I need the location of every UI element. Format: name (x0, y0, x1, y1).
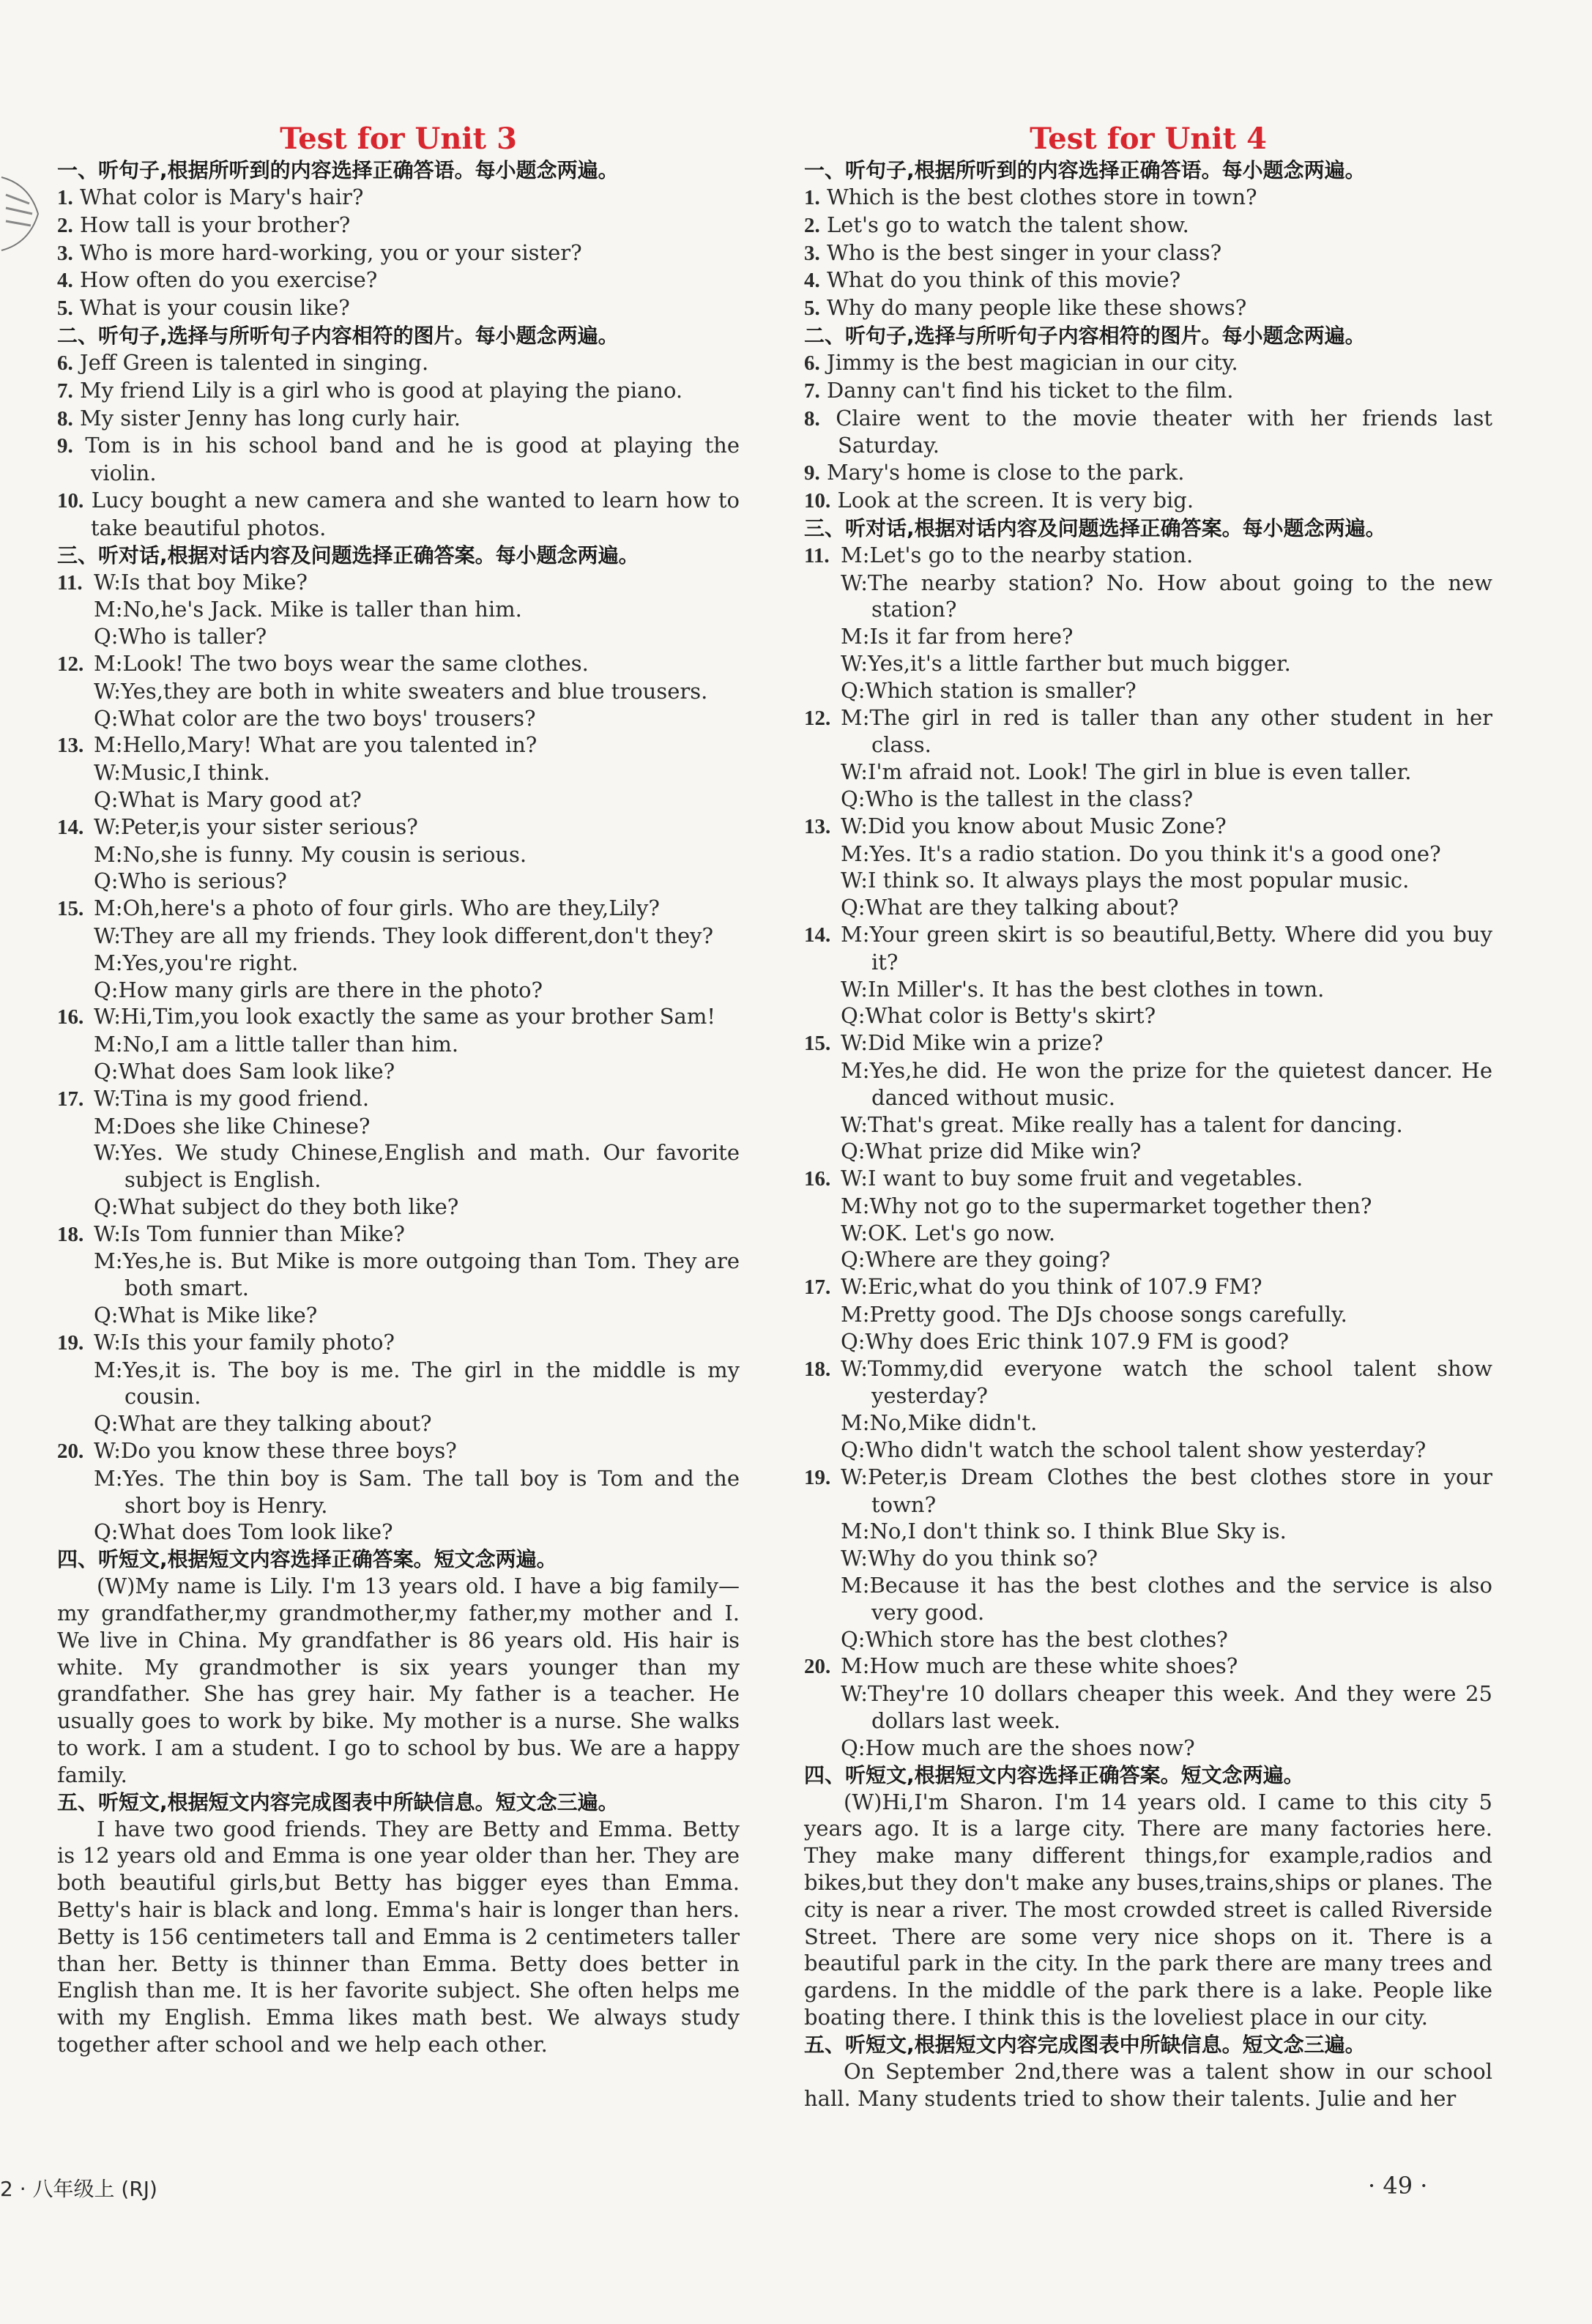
dialogue-line (57, 813, 740, 841)
dialogue-line (57, 596, 740, 623)
dialogue-line (804, 1409, 1492, 1437)
dialogue-item (804, 1165, 1492, 1273)
dialogue-line (804, 623, 1492, 650)
question-number: 17. (804, 1275, 831, 1300)
question-text: How often do you exercise? (79, 267, 378, 293)
dialogue-item (804, 1273, 1492, 1355)
question-item (804, 377, 1492, 405)
question-number: 8. (804, 406, 820, 431)
dialogue-line (804, 1437, 1492, 1464)
dialogue-item (804, 1355, 1492, 1464)
dialogue-line (804, 1246, 1492, 1273)
dialogue-line (804, 1029, 1492, 1057)
dialogue-text: Q:What color is Betty's skirt? (841, 1003, 1156, 1029)
question-number: 12. (57, 652, 84, 676)
dialogue-text: Q:Who is taller? (94, 624, 267, 649)
question-number: 11. (804, 543, 830, 567)
dialogue-text: Q:Why does Eric think 107.9 FM is good? (841, 1328, 1290, 1354)
dialogue-text: M:No,I am a little taller than him. (94, 1032, 459, 1057)
dialogue-text: W:Yes. We study Chinese,English and math. Our favorite subject is English. (94, 1140, 740, 1193)
dialogue-line (804, 894, 1492, 921)
dialogue-item (57, 1437, 740, 1546)
dialogue-text: W:Eric,what do you think of 107.9 FM? (841, 1274, 1262, 1300)
dialogue-line (57, 1302, 740, 1329)
dialogue-text: Q:Who is serious? (94, 868, 287, 894)
dialogue-text: M:Yes,it is. The boy is me. The girl in the middle is my cousin. (94, 1357, 740, 1409)
dialogue-line (804, 1220, 1492, 1247)
question-item (57, 212, 740, 239)
dialogue-item (804, 813, 1492, 921)
dialogue-text: M:Yes. The thin boy is Sam. The tall boy is Tom and the short boy is Henry. (94, 1465, 740, 1518)
question-text: Tom is in his school band and he is good at playing the violin. (85, 433, 740, 486)
dialogue-line (57, 895, 740, 923)
question-number: 19. (804, 1465, 831, 1489)
dialogue-line (57, 950, 740, 977)
left-column-unit3 (57, 123, 740, 2058)
question-item (804, 459, 1492, 487)
question-item (804, 487, 1492, 515)
dialogue-line (57, 841, 740, 868)
dialogue-text: M:Yes,you're right. (94, 950, 299, 975)
dialogue-text: Q:Who is the tallest in the class? (841, 786, 1194, 811)
dialogue-line (804, 1138, 1492, 1165)
dialogue-item (57, 1329, 740, 1437)
dialogue-line (804, 867, 1492, 894)
dialogue-item (804, 542, 1492, 704)
question-item (804, 405, 1492, 460)
section-heading-2: 二、听句子,选择与所听句子内容相符的图片。每小题念两遍。 (57, 323, 619, 348)
question-text: What color is Mary's hair? (79, 185, 364, 209)
unit-title: Test for Unit 4 (1030, 122, 1267, 156)
question-number: 9. (57, 434, 73, 458)
question-number: 12. (804, 706, 831, 730)
dialogue-text: W:I want to buy some fruit and vegetables. (841, 1166, 1303, 1191)
question-number: 10. (804, 488, 831, 513)
page-number: · 49 · (1368, 2172, 1428, 2200)
dialogue-line (57, 1465, 740, 1519)
question-number: 6. (57, 351, 73, 375)
section-heading-5: 五、听短文,根据短文内容完成图表中所缺信息。短文念三遍。 (804, 2032, 1366, 2057)
dialogue-line (57, 1248, 740, 1302)
dialogue-line (57, 1113, 740, 1140)
question-number: 5. (804, 297, 820, 321)
dialogue-line (57, 731, 740, 759)
page-footer-grade: 2 · 八年级上 (RJ) (0, 2177, 157, 2201)
dialogue-text: W:That's great. Mike really has a talent for dancing. (841, 1111, 1403, 1137)
dialogue-line (804, 1545, 1492, 1572)
question-number: 7. (804, 379, 820, 403)
dialogue-text: W:In Miller's. It has the best clothes in town. (841, 976, 1325, 1002)
dialogue-text: Q:How many girls are there in the photo? (94, 977, 543, 1002)
question-number: 17. (57, 1087, 84, 1111)
dialogue-text: Q:Which station is smaller? (841, 677, 1137, 703)
unit-title: Test for Unit 3 (280, 122, 517, 156)
question-item (804, 184, 1492, 212)
dialogue-line (804, 570, 1492, 624)
dialogue-line (57, 569, 740, 597)
dialogue-text: W:Music,I think. (94, 760, 270, 786)
question-text: Jimmy is the best magician in our city. (826, 349, 1238, 375)
question-text: Mary's home is close to the park. (826, 460, 1185, 485)
dialogue-text: W:Why do you think so? (841, 1546, 1098, 1571)
dialogue-item (57, 731, 740, 813)
dialogue-line (804, 759, 1492, 786)
dialogue-text: M:Because it has the best clothes and the service is also very good. (841, 1573, 1492, 1625)
dialogue-line (57, 977, 740, 1004)
margin-stamp-mark (0, 163, 48, 258)
dialogue-line (57, 1031, 740, 1058)
question-item (57, 487, 740, 542)
dialogue-text: Q:What are they talking about? (94, 1411, 432, 1437)
question-number: 15. (57, 897, 84, 921)
dialogue-item (804, 1029, 1492, 1165)
dialogue-line (57, 923, 740, 950)
question-item (57, 294, 740, 322)
dialogue-line (57, 1193, 740, 1221)
question-number: 13. (804, 814, 831, 838)
dialogue-line (57, 868, 740, 895)
section-heading-5: 五、听短文,根据短文内容完成图表中所缺信息。短文念三遍。 (57, 1789, 619, 1814)
dialogue-item (57, 1221, 740, 1329)
question-number: 20. (57, 1440, 84, 1464)
question-item (57, 239, 740, 267)
question-item (57, 184, 740, 212)
dialogue-text: M:Your green skirt is so beautiful,Betty. Where did you buy it? (841, 921, 1492, 975)
dialogue-line (804, 1464, 1492, 1519)
dialogue-text: W:Is this your family photo? (94, 1329, 395, 1355)
question-number: 3. (804, 241, 820, 265)
question-number: 4. (804, 269, 820, 293)
question-number: 1. (57, 186, 73, 209)
dialogue-line (57, 1410, 740, 1437)
section-heading-1: 一、听句子,根据所听到的内容选择正确答语。每小题念两遍。 (804, 158, 1366, 182)
dialogue-text: M:How much are these white shoes? (841, 1653, 1238, 1679)
question-number: 7. (57, 379, 73, 403)
dialogue-line (804, 1518, 1492, 1545)
question-text: Why do many people like these shows? (826, 295, 1247, 321)
dialogue-line (57, 1221, 740, 1248)
dialogue-text: M:Pretty good. The DJs choose songs carefully. (841, 1302, 1347, 1327)
dialogue-text: W:I'm afraid not. Look! The girl in blue is even taller. (841, 759, 1412, 785)
question-number: 18. (57, 1222, 84, 1246)
dialogue-line (57, 678, 740, 705)
dialogue-item (804, 1464, 1492, 1653)
dialogue-text: W:They're 10 dollars cheaper this week. And they were 25 dollars last week. (841, 1681, 1492, 1734)
question-number: 10. (57, 488, 84, 513)
question-number: 15. (804, 1032, 831, 1056)
dialogue-line (804, 1111, 1492, 1139)
dialogue-line (804, 1355, 1492, 1410)
dialogue-text: Q:What is Mike like? (94, 1303, 318, 1328)
dialogue-line (57, 759, 740, 786)
passage-text: I have two good friends. They are Betty and Emma. Betty is 12 years old and Emma is one year older than her. They are both beautiful girls,but Betty has bigger eyes than Emma. Betty's hair is black and long. Emma's hair is longer than hers. Betty is 156 centimeters tall and Emma is 2 centimeters taller than her. Betty is thinner than Emma. Betty does better in English than me. It is her favorite subject. She often helps me with my English. Emma likes math best. We always study together after school and we help each other. (57, 1816, 740, 2057)
question-number: 3. (57, 241, 73, 265)
question-number: 19. (57, 1330, 84, 1355)
question-text: My sister Jenny has long curly hair. (79, 405, 461, 431)
dialogue-line (57, 1329, 740, 1357)
dialogue-text: W:Yes,they are both in white sweaters and blue trousers. (94, 678, 708, 704)
dialogue-text: W:Do you know these three boys? (94, 1438, 457, 1464)
question-number: 16. (804, 1167, 831, 1191)
passage-text: On September 2nd,there was a talent show in our school hall. Many students tried to show their talents. Julie and her (804, 2058, 1492, 2111)
dialogue-item (57, 895, 740, 1003)
dialogue-line (57, 1058, 740, 1085)
question-number: 2. (57, 213, 73, 237)
dialogue-text: Q:What is Mary good at? (94, 786, 362, 812)
question-text: Which is the best clothes store in town? (826, 185, 1257, 209)
section-heading-3: 三、听对话,根据对话内容及问题选择正确答案。每小题念两遍。 (804, 515, 1386, 540)
question-text: My friend Lily is a girl who is good at playing the piano. (79, 377, 683, 403)
dialogue-line (804, 813, 1492, 841)
dialogue-text: M:Hello,Mary! What are you talented in? (94, 732, 538, 758)
question-number: 14. (804, 923, 831, 947)
dialogue-line (804, 841, 1492, 868)
dialogue-text: M:Look! The two boys wear the same clothes. (94, 650, 589, 676)
question-item (804, 349, 1492, 377)
dialogue-text: Q:What color are the two boys' trousers? (94, 705, 536, 731)
dialogue-text: M:No,Mike didn't. (841, 1410, 1038, 1436)
dialogue-line (804, 1301, 1492, 1328)
dialogue-line (57, 650, 740, 678)
question-text: Jeff Green is talented in singing. (79, 349, 429, 375)
dialogue-line (804, 542, 1492, 570)
dialogue-text: W:Peter,is Dream Clothes the best clothes store in your town? (841, 1464, 1492, 1517)
question-text: Claire went to the movie theater with her friends last Saturday. (836, 405, 1492, 458)
dialogue-text: Q:What prize did Mike win? (841, 1139, 1142, 1164)
section-heading-2: 二、听句子,选择与所听句子内容相符的图片。每小题念两遍。 (804, 323, 1366, 348)
question-text: How tall is your brother? (79, 212, 351, 237)
dialogue-item (804, 1653, 1492, 1761)
question-item (804, 267, 1492, 294)
question-number: 6. (804, 351, 820, 375)
question-number: 2. (804, 213, 820, 237)
passage-text: (W)Hi,I'm Sharon. I'm 14 years old. I came to this city 5 years ago. It is a large city. There are many factories here. They make many different things,for example,radios and bikes,but they don't make any buses,trains,ships or planes. The city is near a river. The most crowded street is called Riverside Street. There are some very nice shops on it. There is a beautiful park in the city. In the park there are many trees and gardens. In the middle of the park there is a lake. People like boating there. I think this is the loveliest place in our city. (804, 1789, 1492, 2030)
dialogue-line (804, 1273, 1492, 1301)
dialogue-item (57, 650, 740, 731)
dialogue-line (804, 786, 1492, 813)
dialogue-text: W:Did you know about Music Zone? (841, 813, 1227, 838)
dialogue-text: W:Is that boy Mike? (94, 569, 308, 595)
dialogue-text: M:Is it far from here? (841, 624, 1074, 649)
dialogue-text: W:Peter,is your sister serious? (94, 813, 418, 839)
dialogue-item (804, 704, 1492, 813)
passage-text: (W)My name is Lily. I'm 13 years old. I have a big family—my grandfather,my grandmother,my father,my mother and I. We live in China. My grandfather is 86 years old. His hair is white. My grandmother is six years younger than my grandfather. She has grey hair. My father is a teacher. He usually goes to work by bike. My mother is a nurse. She walks to work. I am a student. I go to school by bus. We are a happy family. (57, 1573, 740, 1787)
question-text: Danny can't find his ticket to the film. (826, 377, 1234, 403)
dialogue-line (804, 921, 1492, 976)
section-heading-1: 一、听句子,根据所听到的内容选择正确答语。每小题念两遍。 (57, 158, 619, 182)
dialogue-text: M:Why not go to the supermarket together then? (841, 1193, 1372, 1218)
question-item (57, 432, 740, 487)
dialogue-text: W:Tina is my good friend. (94, 1085, 370, 1111)
question-text: Let's go to watch the talent show. (826, 212, 1189, 237)
dialogue-line (804, 1002, 1492, 1029)
question-number: 18. (804, 1357, 831, 1381)
dialogue-text: M:Does she like Chinese? (94, 1113, 371, 1139)
dialogue-text: W:Is Tom funnier than Mike? (94, 1221, 405, 1246)
dialogue-text: M:No,I don't think so. I think Blue Sky is. (841, 1519, 1287, 1544)
right-column-unit4 (804, 123, 1492, 2112)
dialogue-line (804, 1193, 1492, 1220)
dialogue-text: Q:Who didn't watch the school talent show yesterday? (841, 1437, 1427, 1463)
dialogue-text: W:Tommy,did everyone watch the school talent show yesterday? (841, 1355, 1492, 1409)
question-number: 20. (804, 1655, 831, 1679)
dialogue-item (57, 1003, 740, 1084)
dialogue-line (57, 1139, 740, 1193)
dialogue-line (57, 1437, 740, 1465)
question-item (57, 405, 740, 433)
dialogue-text: Q:Where are they going? (841, 1247, 1111, 1273)
dialogue-line (804, 677, 1492, 704)
question-item (57, 377, 740, 405)
dialogue-line (804, 1735, 1492, 1762)
dialogue-item (57, 1085, 740, 1221)
dialogue-text: W:Did Mike win a prize? (841, 1030, 1104, 1056)
dialogue-line (804, 704, 1492, 759)
dialogue-text: W:OK. Let's go now. (841, 1220, 1056, 1245)
dialogue-line (57, 623, 740, 650)
question-number: 11. (57, 570, 83, 595)
dialogue-text: Q:What are they talking about? (841, 895, 1179, 920)
dialogue-line (57, 1519, 740, 1546)
question-item (57, 349, 740, 377)
question-number: 4. (57, 269, 73, 293)
question-item (57, 267, 740, 294)
question-item (804, 212, 1492, 239)
question-text: What do you think of this movie? (826, 267, 1181, 293)
dialogue-line (804, 1572, 1492, 1626)
dialogue-line (804, 650, 1492, 677)
question-item (804, 294, 1492, 322)
dialogue-text: W:I think so. It always plays the most popular music. (841, 868, 1410, 893)
dialogue-line (804, 1626, 1492, 1653)
dialogue-text: M:No,she is funny. My cousin is serious. (94, 841, 527, 867)
dialogue-line (804, 1057, 1492, 1111)
dialogue-line (804, 1680, 1492, 1735)
question-number: 1. (804, 186, 820, 209)
question-text: Who is more hard-working, you or your sister? (79, 239, 582, 265)
dialogue-text: M:No,he's Jack. Mike is taller than him. (94, 597, 522, 622)
dialogue-text: W:The nearby station? No. How about going to the new station? (841, 570, 1492, 622)
dialogue-text: Q:What does Tom look like? (94, 1519, 393, 1545)
dialogue-text: W:Yes,it's a little farther but much bigger. (841, 650, 1291, 676)
dialogue-line (804, 1328, 1492, 1355)
question-number: 13. (57, 734, 84, 758)
dialogue-text: W:They are all my friends. They look different,don't they? (94, 923, 714, 948)
dialogue-item (804, 921, 1492, 1029)
question-number: 16. (57, 1005, 84, 1029)
dialogue-text: Q:What subject do they both like? (94, 1193, 459, 1219)
dialogue-text: W:Hi,Tim,you look exactly the same as your brother Sam! (94, 1004, 716, 1029)
dialogue-text: M:Yes. It's a radio station. Do you think it's a good one? (841, 841, 1441, 866)
dialogue-text: Q:How much are the shoes now? (841, 1735, 1195, 1760)
dialogue-text: Q:Which store has the best clothes? (841, 1626, 1228, 1652)
dialogue-line (804, 1165, 1492, 1193)
dialogue-text: M:Yes,he did. He won the prize for the quietest dancer. He danced without music. (841, 1057, 1492, 1110)
question-text: Lucy bought a new camera and she wanted to learn how to take beautiful photos. (91, 487, 740, 540)
dialogue-line (57, 1085, 740, 1113)
dialogue-line (57, 1357, 740, 1411)
dialogue-text: M:Yes,he is. But Mike is more outgoing than Tom. They are both smart. (94, 1248, 740, 1301)
dialogue-item (57, 813, 740, 895)
question-text: What is your cousin like? (79, 295, 350, 321)
dialogue-line (57, 1003, 740, 1031)
dialogue-item (57, 569, 740, 650)
question-number: 8. (57, 406, 73, 431)
question-number: 9. (804, 461, 820, 485)
question-number: 14. (57, 815, 84, 839)
dialogue-line (804, 976, 1492, 1003)
dialogue-text: M:Let's go to the nearby station. (841, 542, 1194, 567)
question-text: Who is the best singer in your class? (826, 239, 1222, 265)
section-heading-4: 四、听短文,根据短文内容选择正确答案。短文念两遍。 (804, 1762, 1304, 1787)
dialogue-text: M:The girl in red is taller than any other student in her class. (841, 704, 1492, 758)
dialogue-line (804, 1653, 1492, 1680)
section-heading-3: 三、听对话,根据对话内容及问题选择正确答案。每小题念两遍。 (57, 543, 639, 567)
section-heading-4: 四、听短文,根据短文内容选择正确答案。短文念两遍。 (57, 1547, 557, 1572)
question-number: 5. (57, 297, 73, 321)
dialogue-text: Q:What does Sam look like? (94, 1058, 395, 1084)
dialogue-text: M:Oh,here's a photo of four girls. Who are they,Lily? (94, 895, 660, 921)
question-text: Look at the screen. It is very big. (837, 487, 1194, 513)
dialogue-line (57, 786, 740, 813)
dialogue-line (57, 705, 740, 732)
question-item (804, 239, 1492, 267)
